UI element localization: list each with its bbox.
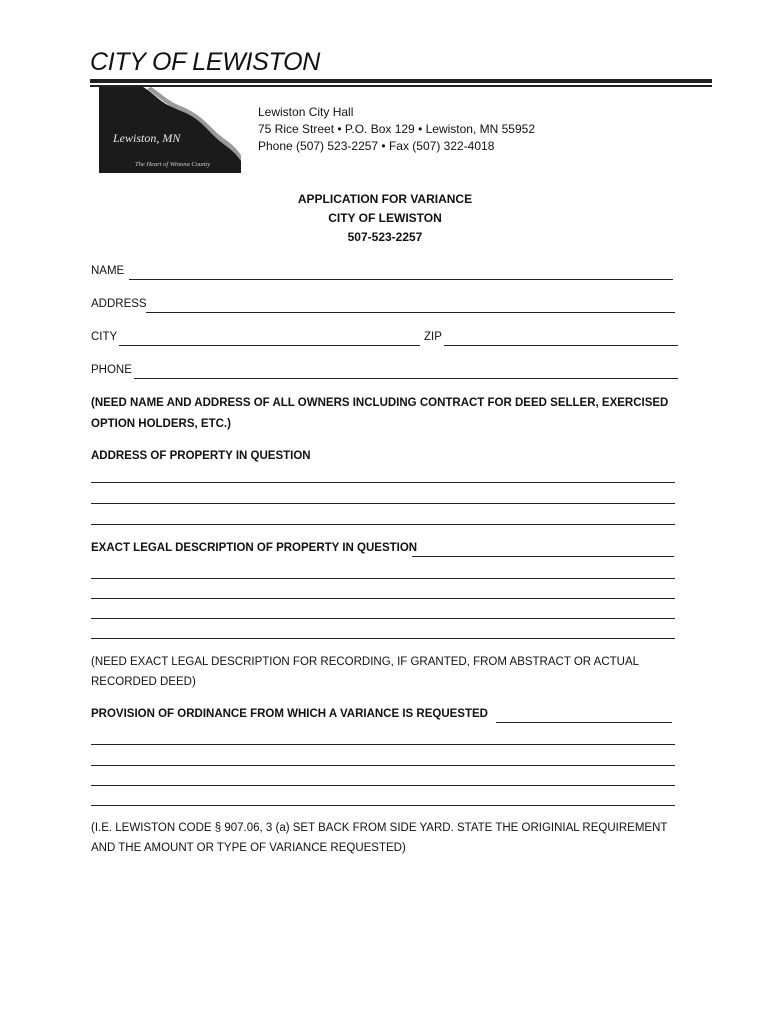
- ordinance-line[interactable]: [91, 765, 675, 766]
- name-label: NAME: [91, 265, 125, 277]
- property-address-line[interactable]: [91, 524, 675, 525]
- logo-script-text: Lewiston, MN: [113, 131, 181, 145]
- phone-label: PHONE: [91, 364, 132, 376]
- page-title: CITY OF LEWISTON: [90, 48, 320, 76]
- form-phone: 507-523-2257: [347, 230, 423, 244]
- zip-field[interactable]: [444, 345, 678, 346]
- ordinance-line[interactable]: [91, 744, 675, 745]
- ordinance-label: PROVISION OF ORDINANCE FROM WHICH A VARIANCE IS REQUESTED: [91, 708, 488, 720]
- zip-label: ZIP: [424, 331, 442, 343]
- owners-note-line-1: (NEED NAME AND ADDRESS OF ALL OWNERS INCLUDING CONTRACT FOR DEED SELLER, EXERCISED: [91, 397, 669, 409]
- legal-description-line[interactable]: [91, 618, 675, 619]
- ordinance-line[interactable]: [91, 805, 675, 806]
- property-address-line[interactable]: [91, 482, 675, 483]
- legal-note-line-2: RECORDED DEED): [91, 676, 196, 688]
- city-hall-phone: Phone (507) 523-2257 • Fax (507) 322-4018: [258, 139, 495, 153]
- address-label: ADDRESS: [91, 298, 147, 310]
- legal-description-label: EXACT LEGAL DESCRIPTION OF PROPERTY IN QUESTION: [91, 542, 418, 554]
- city-hall-street: 75 Rice Street • P.O. Box 129 • Lewiston, MN 55952: [258, 122, 535, 136]
- legal-description-line[interactable]: [91, 638, 675, 639]
- ordinance-line[interactable]: [91, 785, 675, 786]
- ordinance-field[interactable]: [496, 722, 672, 723]
- city-label: CITY: [91, 331, 118, 343]
- phone-field[interactable]: [134, 378, 678, 379]
- city-hall-name: Lewiston City Hall: [258, 105, 354, 119]
- legal-description-field[interactable]: [412, 556, 674, 557]
- form-subtitle: CITY OF LEWISTON: [328, 211, 442, 225]
- address-field[interactable]: [146, 312, 675, 313]
- form-title: APPLICATION FOR VARIANCE: [297, 192, 473, 206]
- property-address-label: ADDRESS OF PROPERTY IN QUESTION: [91, 450, 311, 462]
- owners-note-line-2: OPTION HOLDERS, ETC.): [91, 418, 231, 430]
- legal-description-line[interactable]: [91, 598, 675, 599]
- logo-tagline: The Heart of Winona County: [135, 161, 211, 168]
- legal-description-line[interactable]: [91, 578, 675, 579]
- name-field[interactable]: [129, 279, 673, 280]
- city-logo: [99, 87, 241, 173]
- header-rule-thick: [90, 79, 712, 83]
- legal-note-line-1: (NEED EXACT LEGAL DESCRIPTION FOR RECORDING, IF GRANTED, FROM ABSTRACT OR ACTUAL: [91, 656, 640, 668]
- example-note-line-1: (I.E. LEWISTON CODE § 907.06, 3 (a) SET BACK FROM SIDE YARD. STATE THE ORIGINIAL REQUIREMENT: [91, 822, 668, 834]
- property-address-line[interactable]: [91, 503, 675, 504]
- city-field[interactable]: [119, 345, 420, 346]
- example-note-line-2: AND THE AMOUNT OR TYPE OF VARIANCE REQUESTED): [91, 842, 406, 854]
